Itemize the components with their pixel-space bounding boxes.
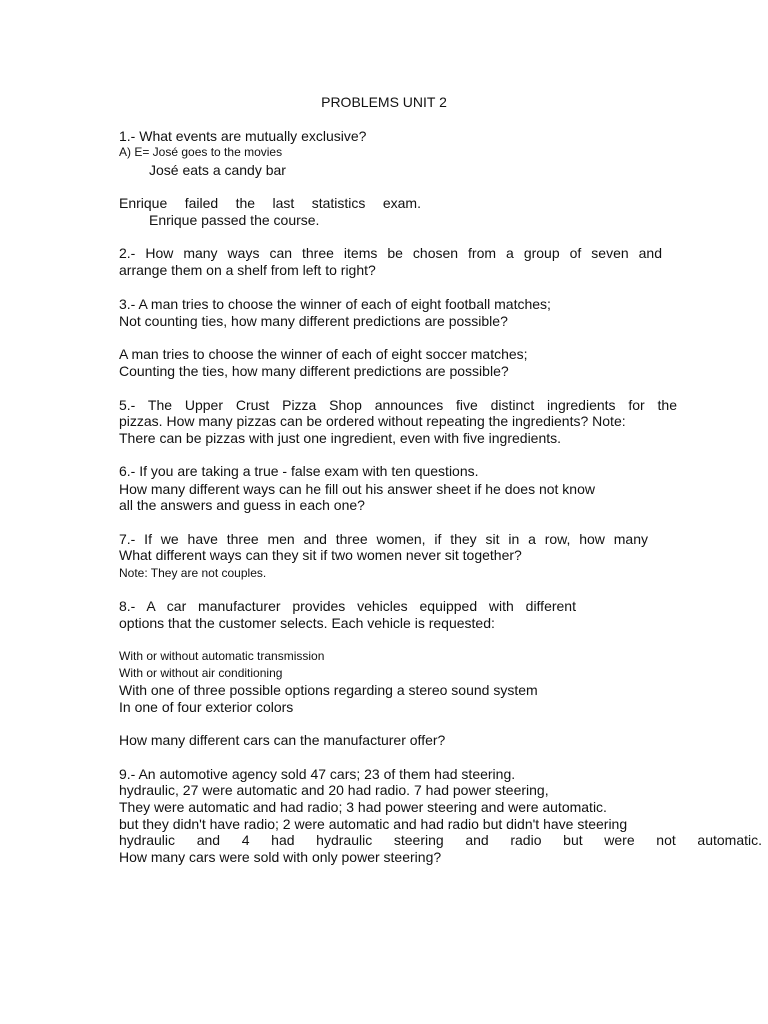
- q8-question: How many different cars can the manufacturer offer?: [119, 732, 446, 748]
- q8-line1: 8.- A car manufacturer provides vehicles equipped with different: [119, 598, 576, 614]
- q9-line4: but they didn't have radio; 2 were automatic and had radio but didn't have steering: [119, 816, 628, 832]
- q1-option-b-text: Enrique failed the last statistics exam.: [119, 195, 421, 211]
- q8-line2: options that the customer selects. Each vehicle is requested:: [119, 615, 495, 631]
- q3-line3: A man tries to choose the winner of each of eight soccer matches;: [119, 346, 528, 362]
- q2-line2: arrange them on a shelf from left to right?: [119, 262, 376, 278]
- q1-option-b-line1: [119, 195, 421, 212]
- q6-line1: 6.- If you are taking a true - false exam with ten questions.: [119, 463, 479, 479]
- q6-line2: How many different ways can he fill out his answer sheet if he does not know: [119, 481, 595, 497]
- q2-line1: 2.- How many ways can three items be chosen from a group of seven and: [119, 245, 662, 261]
- q3-line1: 3.- A man tries to choose the winner of each of eight football matches;: [119, 296, 551, 312]
- q7-note: Note: They are not couples.: [119, 566, 267, 580]
- q3-line2: Not counting ties, how many different predictions are possible?: [119, 313, 508, 329]
- q5-line1: 5.- The Upper Crust Pizza Shop announces five distinct ingredients for the: [119, 397, 677, 413]
- q8-option-4: In one of four exterior colors: [119, 699, 294, 715]
- q1-option-a-label: A) E= José goes to the movies: [119, 145, 283, 159]
- q5-line2: pizzas. How many pizzas can be ordered without repeating the ingredients? Note:: [119, 413, 626, 429]
- q1-option-a-line2: José eats a candy bar: [149, 162, 286, 178]
- q3-line4: Counting the ties, how many different predictions are possible?: [119, 363, 509, 379]
- q9-line2: hydraulic, 27 were automatic and 20 had radio. 7 had power steering,: [119, 782, 549, 798]
- q8-option-3: With one of three possible options regarding a stereo sound system: [119, 682, 538, 698]
- q8-option-1: With or without automatic transmission: [119, 649, 325, 663]
- q7-line2: What different ways can they sit if two women never sit together?: [119, 547, 522, 563]
- page-title: PROBLEMS UNIT 2: [321, 94, 447, 110]
- q1-option-b-line2: Enrique passed the course.: [149, 212, 320, 228]
- q9-line3: They were automatic and had radio; 3 had power steering and were automatic.: [119, 799, 607, 815]
- q5-line3: There can be pizzas with just one ingredient, even with five ingredients.: [119, 430, 562, 446]
- q8-option-2: With or without air conditioning: [119, 666, 283, 680]
- q9-line1: 9.- An automotive agency sold 47 cars; 23 of them had steering.: [119, 766, 516, 782]
- q6-line3: all the answers and guess in each one?: [119, 497, 365, 513]
- q9-line6: How many cars were sold with only power steering?: [119, 849, 442, 865]
- q1-question: 1.- What events are mutually exclusive?: [119, 128, 367, 144]
- q9-line5: hydraulic and 4 had hydraulic steering and radio but were not automatic.: [119, 832, 762, 848]
- q7-line1: 7.- If we have three men and three women, if they sit in a row, how many: [119, 531, 648, 547]
